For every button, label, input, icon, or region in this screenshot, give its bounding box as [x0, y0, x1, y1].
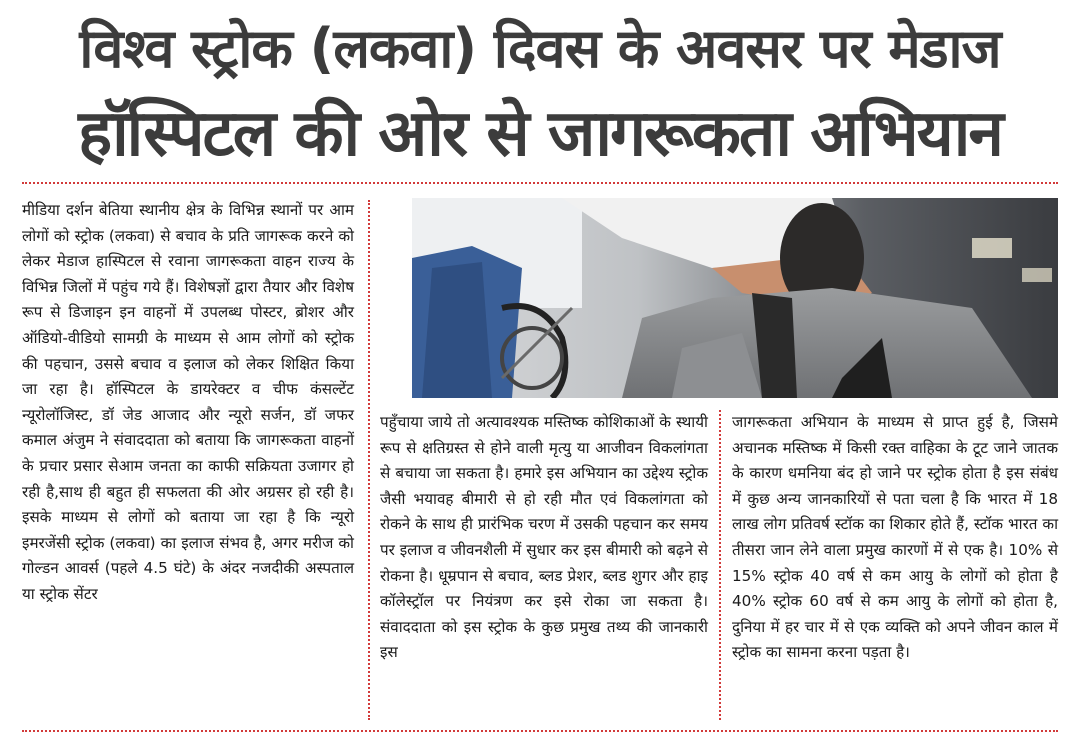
wheelchair-photo-illustration: [412, 198, 1058, 398]
article-paragraph-2: पहुँचाया जाये तो अत्यावश्यक मस्तिष्क कोशिकाओं के स्थायी रूप से क्षतिग्रस्त से होने वाली मृत्यु या आजीवन विकलांगता से बचाया जा सकता है। हमारे इस अभियान का उद्देश्य स्ट्रोक जैसी भयावह बीमारी से हो रही मौत एवं विकलांगता को रोकने के साथ ही प्रारंभिक चरण में उसकी पहचान कर समय पर इलाज व जीवनशैली में सुधार कर इस बीमारी को बढ़ने से रोकना है। धूम्रपान से बचाव, ब्लड प्रेशर, ब्लड शुगर और हाइ कॉलेस्ट्रॉल पर नियंत्रण कर इसे रोका जा सकता है। संवाददाता को इस स्ट्रोक के कुछ प्रमुख तथ्य की जानकारी इस: [380, 413, 708, 662]
article-paragraph-1: मीडिया दर्शन बेतिया स्थानीय क्षेत्र के विभिन्न स्थानों पर आम लोगों को स्ट्रोक (लकवा) से बचाव के प्रति जागरूक करने को लेकर मेडाज हास्पिटल से रवाना जागरूकता वाहन राज्य के विभिन्न जिलों में पहुंच गये हैं। विशेषज्ञों द्वारा तैयार और विशेष रूप से डिजाइन इन वाहनों में उपलब्ध पोस्टर, ब्रोशर और ऑडियो-वीडियो सामग्री के माध्यम से आम लोगों को स्ट्रोक की पहचान, उससे बचाव व इलाज को लेकर शिक्षित किया जा रहा है। हॉस्पिटल के डायरेक्टर व चीफ कंसल्टेंट न्यूरोलॉजिस्ट, डॉ जेड आजाद और न्यूरो सर्जन, डॉ जफर कमाल अंजुम ने संवाददाता को बताया कि जागरूकता वाहनों के प्रचार प्रसार सेआम जनता का काफी सक्रियता उजागर हो रही है,साथ ही बहुत ही सफलता की ओर अग्रसर हो रही है। इसके माध्यम से लोगों को बताया जा रहा है कि न्यूरो इमरजेंसी स्ट्रोक (लकवा) का इलाज संभव है, अगर मरीज को गोल्डन आवर्स (पहले 4.5 घंटे) के अंदर नजदीकी अस्पताल या स्ट्रोक सेंटर: [22, 201, 354, 603]
article-column-1: [22, 198, 354, 608]
bottom-dotted-divider: [22, 730, 1058, 732]
headline-line-2: हॉस्पिटल की ओर से जागरूकता अभियान: [78, 97, 1002, 171]
column-divider-2: [719, 410, 721, 720]
article-column-2: [380, 410, 708, 666]
column-divider-1: [368, 200, 370, 720]
article-paragraph-3: जागरूकता अभियान के माध्यम से प्राप्त हुई है, जिसमे अचानक मस्तिष्क में किसी रक्त वाहिका के टूट जाने जातक के कारण धमनिया बंद हो जाने पर स्ट्रोक होता है इस संबंध में कुछ अन्य जानकारियों से पता चला है कि भारत में 18 लाख लोग प्रतिवर्ष स्टॉक का शिकार होते हैं, स्टॉक भारत का तीसरा जान लेने वाला प्रमुख कारणों में से एक है। 10% से 15% स्ट्रोक 40 वर्ष से कम आयु के लोगों को होता है 40% स्ट्रोक 60 वर्ष से कम आयु के लोगों को होता है, दुनिया में हर चार में से एक व्यक्ति को अपने जीवन काल में स्ट्रोक का सामना करना पड़ता है।: [732, 413, 1058, 662]
wheelchair-photo: [412, 198, 1058, 398]
top-dotted-divider: [22, 182, 1058, 184]
article-column-3: [732, 410, 1058, 666]
headline-line-1: विश्व स्ट्रोक (लकवा) दिवस के अवसर पर मेडाज: [79, 17, 1001, 80]
